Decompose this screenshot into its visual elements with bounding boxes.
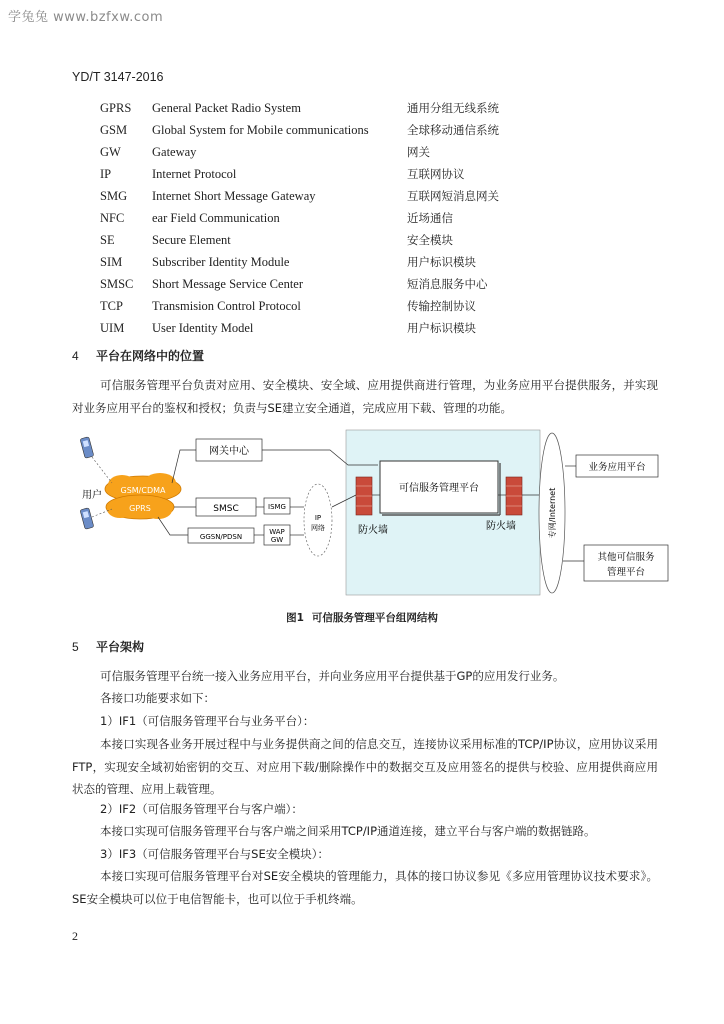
internet-label: 专网/Internet [548, 487, 557, 539]
business-platform-label: 业务应用平台 [588, 462, 646, 473]
figure-caption [0, 610, 724, 625]
section-5-heading [72, 638, 144, 655]
abbreviation-term: SE [100, 233, 115, 247]
abbreviation-chinese: 全球移动通信系统 [407, 123, 499, 137]
interface-if3-body: 本接口实现可信服务管理平台对SE安全模块的管理能力，具体的接口协议参见《多应用管理协议技术要求》。SE安全模块可以位于电信智能卡，也可以位于手机终端。 [72, 869, 658, 906]
abbreviation-row [0, 98, 724, 118]
ip-label: IP [314, 514, 322, 522]
abbreviation-term: SIM [100, 255, 123, 269]
gprs-label: GPRS [129, 504, 151, 513]
abbreviation-term: UIM [100, 321, 125, 335]
abbreviation-term: SMG [100, 189, 128, 203]
phone-icon [80, 437, 94, 459]
network-diagram [0, 425, 724, 605]
abbreviation-row [0, 230, 724, 250]
interface-if2-body: 本接口实现可信服务管理平台与客户端之间采用TCP/IP通道连接，建立平台与客户端的数据链路。 [100, 824, 596, 838]
abbreviation-chinese: 用户标识模块 [407, 321, 476, 335]
firewall-left-icon [356, 477, 372, 515]
ip-network-cloud [304, 484, 332, 556]
other-tsm-label-1: 其他可信服务 [597, 552, 655, 563]
section-4-heading [72, 347, 204, 364]
ip-network-label: 网络 [311, 524, 325, 532]
abbreviation-english: ear Field Communication [152, 211, 280, 225]
figure-caption-number: 图1 [286, 612, 304, 624]
section-5-para-1: 可信服务管理平台统一接入业务应用平台，并向业务应用平台提供基于GP的应用发行业务。 [100, 669, 565, 683]
tsm-label: 可信服务管理平台 [399, 483, 479, 494]
phone-icon [80, 508, 94, 530]
abbreviation-row [0, 274, 724, 294]
gateway-center-label: 网关中心 [209, 446, 249, 457]
section-4-paragraph: 可信服务管理平台负责对应用、安全模块、安全域、应用提供商进行管理，为业务应用平台提供服务，并实现对业务应用平台的鉴权和授权；负责与SE建立安全通道，完成应用下载、管理的功能。 [72, 378, 658, 415]
abbreviation-row [0, 164, 724, 184]
abbreviation-english: Transmision Control Protocol [152, 299, 301, 313]
abbreviation-row [0, 252, 724, 272]
user-label: 用户 [82, 490, 102, 501]
section-4-title: 平台在网络中的位置 [96, 349, 205, 363]
abbreviation-row [0, 120, 724, 140]
section-4-number: 4 [72, 349, 79, 363]
interface-if1-body: 本接口实现各业务开展过程中与业务提供商之间的信息交互，连接协议采用标准的TCP/IP协议，应用协议采用FTP，实现安全域初始密钥的交互、对应用下载/删除操作中的数据交互及应用签名的提供与校验、应用提供商应用状态的管理、应用上载管理。 [72, 737, 658, 796]
ggsn-pdsn-label: GGSN/PDSN [199, 533, 243, 541]
firewall-right-label: 防火墙 [486, 521, 516, 532]
gw-label: GW [270, 536, 284, 544]
abbreviation-row [0, 186, 724, 206]
abbreviation-english: Short Message Service Center [152, 277, 304, 291]
abbreviation-english: Secure Element [152, 233, 231, 247]
page-number: 2 [72, 929, 78, 943]
interface-if1-title: 1）IF1（可信服务管理平台与业务平台）： [100, 714, 315, 728]
abbreviation-row [0, 318, 724, 338]
abbreviation-chinese: 传输控制协议 [407, 299, 476, 313]
abbreviation-chinese: 互联网短消息网关 [407, 189, 499, 203]
abbreviation-english: Gateway [152, 145, 197, 159]
interface-if3-title: 3）IF3（可信服务管理平台与SE安全模块）： [100, 847, 329, 861]
abbreviation-chinese: 近场通信 [407, 211, 453, 225]
firewall-left-label: 防火墙 [358, 525, 388, 536]
abbreviation-chinese: 短消息服务中心 [407, 277, 488, 291]
ismg-label: ISMG [268, 503, 286, 511]
abbreviation-chinese: 通用分组无线系统 [407, 101, 499, 115]
smsc-label: SMSC [213, 504, 239, 514]
abbreviation-term: SMSC [100, 277, 134, 291]
abbreviation-english: General Packet Radio System [152, 101, 301, 115]
abbreviation-english: Internet Protocol [152, 167, 237, 181]
section-5-para-2: 各接口功能要求如下： [100, 691, 215, 705]
abbreviation-english: Global System for Mobile communications [152, 123, 369, 137]
section-5-number: 5 [72, 640, 79, 654]
abbreviation-term: GW [100, 145, 121, 159]
abbreviation-chinese: 互联网协议 [407, 167, 465, 181]
abbreviation-english: Internet Short Message Gateway [152, 189, 316, 203]
firewall-right-icon [506, 477, 522, 515]
abbreviation-english: User Identity Model [152, 321, 254, 335]
abbreviation-row [0, 142, 724, 162]
abbreviation-chinese: 安全模块 [407, 233, 453, 247]
abbreviation-chinese: 网关 [407, 145, 430, 159]
other-tsm-label-2: 管理平台 [606, 567, 646, 578]
wap-label: WAP [269, 528, 285, 536]
abbreviation-row [0, 296, 724, 316]
abbreviation-chinese: 用户标识模块 [407, 255, 476, 269]
watermark: 学兔兔 www.bzfxw.com [8, 10, 164, 25]
internet-cloud [539, 433, 565, 593]
figure-caption-text: 可信服务管理平台组网结构 [311, 612, 438, 624]
abbreviation-term: IP [100, 167, 112, 181]
standard-code-header: YD/T 3147-2016 [72, 70, 164, 84]
section-5-title: 平台架构 [96, 640, 145, 654]
gprs-cloud [106, 495, 174, 519]
abbreviation-term: GPRS [100, 101, 132, 115]
abbreviation-english: Subscriber Identity Module [152, 255, 290, 269]
gsm-cdma-label: GSM/CDMA [120, 486, 166, 495]
interface-if2-title: 2）IF2（可信服务管理平台与客户端）： [100, 802, 303, 816]
abbreviation-term: TCP [100, 299, 123, 313]
abbreviation-term: NFC [100, 211, 125, 225]
abbreviation-row [0, 208, 724, 228]
abbreviation-term: GSM [100, 123, 128, 137]
